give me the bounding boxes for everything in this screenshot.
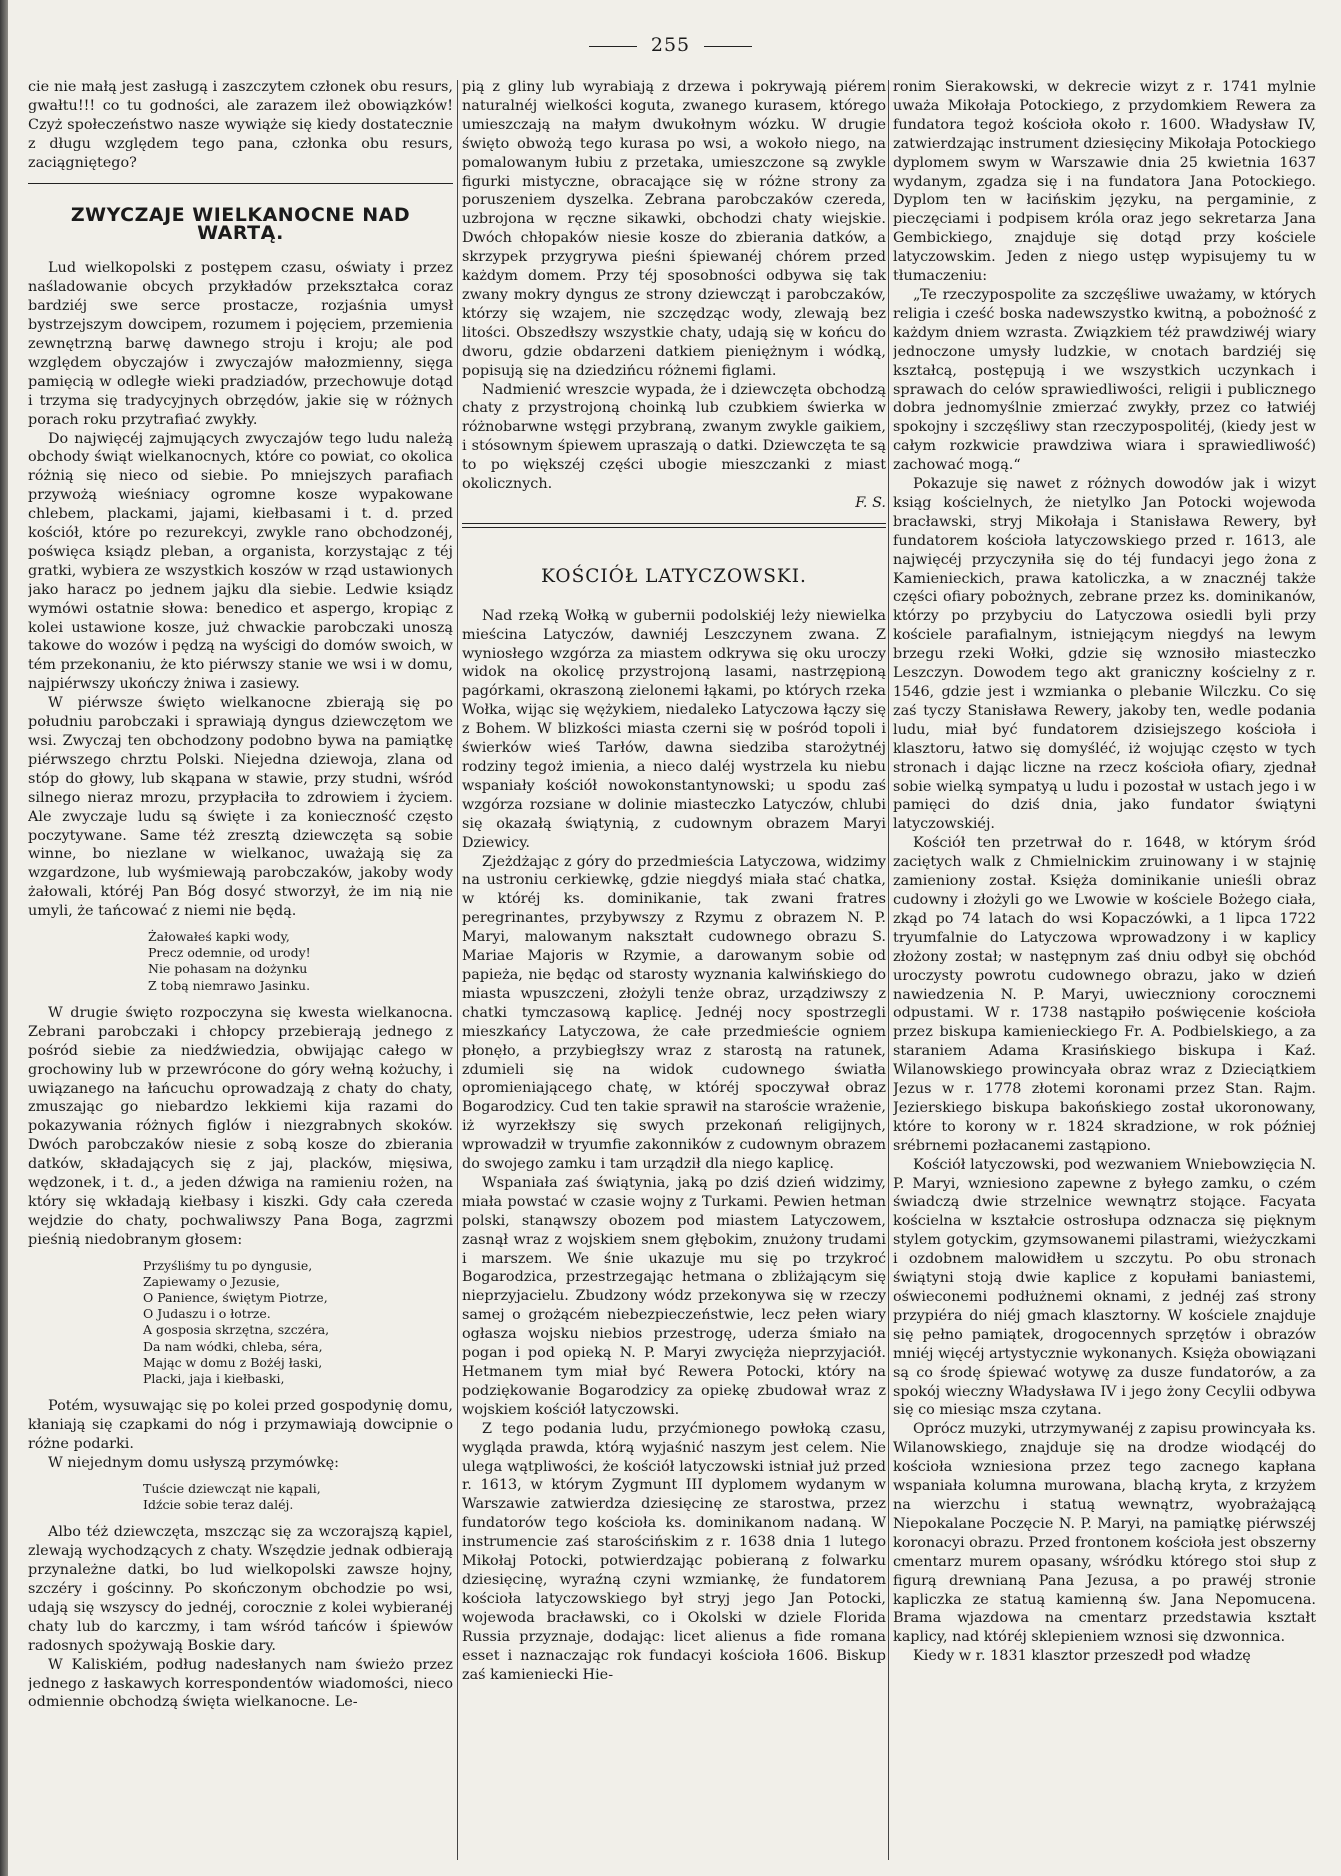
poem-verse-1 bbox=[148, 929, 453, 994]
paragraph: Kościół latyczowski, pod wezwaniem Wniebowzięcia N. P. Maryi, wzniesiono zapewne z byłego zamku, o czém świadczą dwie strzelnice wewnątrz stojące. Facyata kościelna w kształcie ostrosłupa odznacza się pięknym stylem gotyckim, gzymsowanemi pilastrami, wieżyczkami i ozdobnem malowidłem u szczytu. Po obu stronach świątyni stoją dwie kaplice z kopułami baniastemi, oświeconemi podłużnemi oknami, z jednéj zaś strony przypiéra do niéj gmach klasztorny. W kościele znajduje się pełno pamiątek, drogocennych sprzętów i obrazów mniéj więcéj artystycznie wykonanych. Księża obowiązani są co środę śpiewać wotywę za dusze fundatorów, a za spokój wieczny Władysława IV i jego żony Cecylii odbywa się co miesiąc msza czytana. bbox=[893, 1156, 1316, 1419]
paragraph: Lud wielkopolski z postępem czasu, oświaty i przez naśladowanie obcych przykładów przekształca coraz bardziéj swe serce prostacze, rozjaśnia umysł bystrzejszym dowcipem, rozumem i pojęciem, przemienia zewnętrzną barwę dawnego stroju i kroju; ale pod względem obyczajów i zwyczajów małozmienny, sięga pamięcią w odległe wieki pradziadów, przechowuje dotąd i trzyma się tradycyjnych obrzędów, jakie się w różnych porach roku przytrafiać zwykły. bbox=[28, 260, 453, 428]
poem-line: Zapiewamy o Jezusie, bbox=[143, 1273, 280, 1289]
poem-line: Precz odemnie, od urody! bbox=[148, 945, 311, 961]
paragraph: ronim Sierakowski, w dekrecie wizyt z r. 1741 mylnie uważa Mikołaja Potockiego, z przydomkiem Rewera za fundatora tegoż kościoła około r. 1600. Władysław IV, zatwierdzając instrument dziesięciny Mikołaja Potockiego dyplomem swym w Warszawie dnia 25 kwietnia 1637 wydanym, zgadza się i na fundatora Jana Potockiego. Dyplom ten w łacińskim języku, na pergaminie, z pieczęciami i podpisem króla oraz jego sekretarza Jana Gembickiego, znajduje się dotąd przy kościele latyczowskim. Jeden z niego ustęp wypisujemy tu w tłumaczeniu: bbox=[893, 79, 1316, 285]
author-signature bbox=[462, 494, 886, 513]
poem-line: O Judaszu i o łotrze. bbox=[143, 1306, 271, 1322]
article-title-church: KOŚCIÓŁ LATYCZOWSKI. bbox=[541, 565, 807, 587]
paragraph: Nad rzeką Wołką w gubernii podolskiéj leży niewielka mieścina Latyczów, dawniéj Leszczynem zwana. Z wyniosłego wzgórza za miastem odkrywa się oku uroczy widok na okolicę przystrojoną lasami, nastrzępioną pagórkami, okraszoną zielonemi łąkami, po których rzeka Wołka, wijąc się wężykiem, niedaleko Latyczowa łączy się z Bohem. W blizkości miasta czerni się w pośród topoli i świerków wieś Tarłów, dawna siedziba starożytnéj rodziny tegoż imienia, a nieco daléj wystrzela ku niebu wspaniały kościół nowokonstantynowski; u spodu zaś wzgórza rozsiane w dolinie miasteczko Latyczów, chlubi się okazałą świątynią, z cudownym obrazem Maryi Dziewicy. bbox=[462, 607, 886, 851]
section-divider bbox=[28, 183, 453, 184]
article-title-easter: ZWYCZAJE WIELKANOCNE NAD WARTĄ. bbox=[70, 203, 411, 245]
poem-line: Idźcie sobie teraz daléj. bbox=[143, 1497, 294, 1513]
paragraph: Do najwięcéj zajmujących zwyczajów tego ludu należą obchody świąt wielkanocnych, które co powiat, co okolica różnią się nieco od siebie. Po mniejszych parafiach przywożą wieśniacy ogromne kosze wypakowane chlebem, plackami, jajami, kiełbasami i t. d. przed kościół, które po rezurekcyi, zwykle rano obchodzonéj, poświęca ksiądz pleban, a organista, korzystając z téj gratki, wybiera ze wszystkich koszów w rząd ustawionych jako haracz po jednem jajku dla siebie. Ledwie ksiądz wymówi ostatnie słowa: benedico et aspergo, kropiąc z kolei ustawione kosze, już chwackie parobczaki unoszą takowe do wozów i pędzą na wyścigi do domów swoich, w tém przekonaniu, że kto piérwszy stanie we wsi i w domu, najpiérwszy ukończy żniwa i zasiewy. bbox=[28, 430, 453, 693]
section-divider bbox=[462, 523, 886, 528]
binding-shadow bbox=[0, 0, 8, 1876]
column-1 bbox=[28, 78, 453, 1866]
poem-line: Przyśliśmy tu po dyngusie, bbox=[143, 1257, 313, 1273]
paragraph: Albo téż dziewczęta, mszcząc się za wczorajszą kąpiel, zlewają wychodzących z chaty. Wszędzie jednak odbierają przynależne datki, bo lud wielkopolski zawsze hojny, szczéry i gościnny. Po skończonym obchodzie po wsi, udają się wszyscy do jednéj, corocznie z kolei wybieranéj chaty lub do karczmy, i tam wśród tańców i śpiewów radosnych spożywają Boskie dary. bbox=[28, 1524, 453, 1654]
paragraph: Pokazuje się nawet z różnych dowodów jak i wizyt ksiąg kościelnych, że nietylko Jan Potocki wojewoda bracławski, stryj Mikołaja i Stanisława Rewery, był fundatorem kościoła latyczowskiego przed r. 1613, ale najwięcéj przyczyniła się do téj fundacyi jego żona z Kamienieckich, prawa katoliczka, a w znacznéj także części ofiary pobożnych, zebrane przez ks. dominikanów, którzy po przybyciu do Latyczowa osiedli byli przy kościele parafialnym, istniejącym niegdyś na lewym brzegu rzeki Wołki, gdzie się wznosiło miasteczko Leszczyn. Dowodem tego akt graniczny kościelny z r. 1546, gdzie jest i wzmianka o plebanie Wilczku. Co się zaś tyczy Stanisława Rewery, jakoby ten, wedle podania ludu, miał być fundatorem dzisiejszego kościoła i klasztoru, łatwo się domyśléć, iż wojując często w tych stronach i dając liczne na rzecz kościoła ofiary, zjednał sobie wielką sympatyą u ludu i pozostał w ustach jego i w pamięci do dziś dnia, jako fundator świątyni latyczowskiéj. bbox=[893, 476, 1316, 833]
poem-line: Żałowałeś kapki wody, bbox=[148, 929, 290, 945]
paragraph: pią z gliny lub wyrabiają z drzewa i pokrywają piérem naturalnéj wielkości koguta, zwanego kurasem, którego umieszczają na małym dwukołnym wózku. W drugie święto obwożą tego kurasa po wsi, a wokoło niego, na pomalowanym łubiu z przetaka, umieszczone są zwykle figurki mistyczne, obracające się w różne strony za poruszeniem dyszelka. Zebrana parobczaków czereda, uzbrojona w ręczne sikawki, obchodzi chaty wiejskie. Dwóch chłopaków niesie kosze do zbierania datków, a skrzypek przygrywa pieśni śpiewanéj chórem przed każdym domem. Przy téj sposobności odbywa się tak zwany mokry dyngus ze strony dziewcząt i parobczaków, którzy się wzajem, nie szczędząc wody, zlewają bez litości. Obszedłszy wszystkie chaty, udają się w końcu do dworu, gdzie obdarzeni datkiem pieniężnym i wódką, popisują się na dziedzińcu różnemi figlami. bbox=[462, 79, 886, 379]
poem-verse-2 bbox=[143, 1258, 453, 1388]
paragraph: Oprócz muzyki, utrzymywanéj z zapisu prowincyała ks. Wilanowskiego, znajduje się na drodze wiodącéj do kościoła wzniesiona przez tego zacnego kapłana wspaniała kolumna murowana, blachą kryta, z krzyżem na wierzchu i statuą wewnątrz, wyobrażającą Niepokalane Poczęcie N. P. Maryi, na pamiątkę piérwszéj koronacyi obrazu. Przed frontonem kościoła jest obszerny cmentarz murem opasany, wśródku którego stoi słup z figurą drewnianą Pana Jezusa, a po prawéj stronie kapliczka ze statuą kamienną św. Jana Nepomucena. Brama wjazdowa na cmentarz przedstawia kształt kaplicy, nad któréj sklepieniem wznosi się dzwonnica. bbox=[893, 1421, 1316, 1646]
poem-line: Z tobą niemrawo Jasinku. bbox=[148, 977, 311, 993]
poem-line: Mając w domu z Bożéj łaski, bbox=[143, 1354, 323, 1370]
poem-line: Nie pohasam na dożynku bbox=[148, 961, 308, 977]
poem-verse-3 bbox=[143, 1481, 453, 1513]
paragraph: Z tego podania ludu, przyćmionego powłoką czasu, wygląda prawda, którą wyjaśnić naszym jest celem. Nie ulega wątpliwości, że kościół latyczowski istniał już przed r. 1613, w którym Zygmunt III dyplomem wydanym w Warszawie zatwierdza dziesięcinę ze starostwa, przez fundatorów tego kościoła ks. dominikanom nadaną. W instrumencie zaś starościńskim z r. 1638 dnia 1 lutego Mikołaj Potocki, potwierdzając pobieraną z folwarku dziesięcinę, wyraźną czyni wzmiankę, że fundatorem kościoła latyczowskiego był stryj jego Jan Potocki, wojewoda bracławski, co i Okolski w dziele Florida Russia przyznaje, dodając: licet alienus a fide romana esset i naznaczając rok fundacyi kościoła 1606. Biskup zaś kamieniecki Hie- bbox=[462, 1420, 886, 1683]
paragraph: W drugie święto rozpoczyna się kwesta wielkanocna. Zebrani parobczaki i chłopcy przebierają jednego z pośród siebie za niedźwiedzia, obwijając całego w grochowiny lub w przewrócone do góry wełną kożuchy, i uwiązanego na łańcuchu oprowadzają z chaty do chaty, zmuszając go niebardzo lekkiemi kija razami do pokazywania różnych figlów i niezgrabnych skoków. Dwóch parobczaków niesie z sobą kosze do zbierania datków, składających się z jaj, placków, mięsiwa, wędzonek, i t. d., a jeden dźwiga na ramieniu rożen, na który się wkładają kiełbasy i kiszki. Gdy cała czereda wejdzie do chaty, pochwaliwszy Pana Boga, zagrzmi pieśnią niedobranym głosem: bbox=[28, 1004, 453, 1248]
signature-initials: F. S. bbox=[855, 494, 886, 511]
column-2 bbox=[462, 78, 886, 1866]
column-divider-1 bbox=[457, 80, 458, 1860]
poem-line: Da nam wódki, chleba, séra, bbox=[143, 1338, 323, 1354]
article-end-text: cie nie małą jest zasługą i zaszczytem członek obu resurs, gwałtu!!! co tu godności, ale zarazem ileż obowiązków! Czyż społeczeństwo nasze wywiąże się kiedy dostatecznie z długu względem tego pana, członka obu resurs, zaciągniętego? bbox=[28, 79, 453, 171]
paragraph: W Kaliskiém, podług nadesłanych nam świeżo przez jednego z łaskawych korrespondentów wiadomości, nieco odmiennie obchodzą święta wielkanocne. Le- bbox=[28, 1656, 453, 1711]
paragraph: W niejednym domu usłyszą przymówkę: bbox=[48, 1455, 340, 1471]
paragraph: Kościół ten przetrwał do r. 1648, w którym śród zaciętych walk z Chmielnickim zruinowany i w stajnię zamieniony został. Księża dominikanie unieśli obraz cudowny i złożyli go we Lwowie w kościele Bożego ciała, zkąd po 74 latach do wsi Kopaczówki, a 1 lipca 1722 tryumfalnie do Latyczowa wprowadzony i w kaplicy złożony został; w następnym zaś dniu odbył się obchód uroczysty powrotu cudownego obrazu, jako w dzień nawiedzenia N. P. Maryi, uwieczniony corocznemi odpustami. W r. 1738 nastąpiło poświęcenie kościoła przez biskupa kamienieckiego Fr. A. Podbielskiego, a za staraniem Adama Krasińskiego biskupa i Kaź. Wilanowskiego prowincyała obraz wraz z Dzieciątkiem Jezus w r. 1778 złotemi koronami przez Stan. Rajm. Jezierskiego biskupa bakońskiego został ukoronowany, które to korony w r. 1824 skradzione, w rok później srébrnemi pozłacanemi zastąpiono. bbox=[893, 835, 1316, 1154]
paragraph: W piérwsze święto wielkanocne zbierają się po południu parobczaki i sprawiają dyngus dziewczętom we wsi. Zwyczaj ten obchodzony podobno bywa na pamiątkę piérwszego chrztu Polski. Niejedna dziewoja, zlana od stóp do głowy, lub skąpana w stawie, przy studni, wśród silnego nieraz mrozu, przypłaciła to zdrowiem i życiem. Ale zwyczaje ludu są święte i za konieczność często poczytywane. Same téż zresztą dziewczęta są sobie winne, bo niezlane w wielkanoc, uważają się za wzgardzone, lub wyśmiewają parobczaków, jakoby wody żałowali, któréj Pan Bóg dosyć stworzył, że im nią nie umyli, że tańcować z niemi nie będą. bbox=[28, 695, 453, 920]
poem-line: A gosposia skrzętna, szczéra, bbox=[143, 1322, 330, 1338]
paragraph: Wspaniała zaś świątynia, jaką po dziś dzień widzimy, miała powstać w czasie wojny z Turkami. Pewien hetman polski, stanąwszy obozem pod miastem Latyczowem, zasnął wraz z wojskiem snem głębokim, znużony trudami i marszem. We śnie ukazuje mu się po trzykroć Bogarodzica, przestrzegając hetmana o zbliżającym się nieprzyjacielu. Zbudzony wódz przekonywa się w rzeczy samej o grożącém niebezpieczeństwie, lecz pełen wiary ogłasza wojsku niebios przestrogę, uderza śmiało na pogan i pod opieką N. P. Maryi zwycięża nieprzyjaciół. Hetmanem tym miał być Rewera Potocki, który na podziękowanie Bogarodzicy za opiekę zbudował wraz z wojskiem kościół latyczowski. bbox=[462, 1174, 886, 1418]
column-3 bbox=[893, 78, 1316, 1866]
paragraph: Kiedy w r. 1831 klasztor przeszedł pod władzę bbox=[913, 1648, 1251, 1665]
paragraph: Nadmienić wreszcie wypada, że i dziewczęta obchodzą chaty z przystrojoną choinką lub czubkiem świerka w różnobarwne wstęgi przybraną, zwanym zwykle gaikiem, i stósownym śpiewem upraszają o datki. Dziewczęta te są to po większéj części ubogie mieszczanki z miast okolicznych. bbox=[462, 381, 886, 493]
column-divider-2 bbox=[888, 80, 889, 1860]
poem-line: Placki, jaja i kiełbaski, bbox=[143, 1371, 285, 1387]
poem-line: Tuście dziewcząt nie kąpali, bbox=[143, 1480, 321, 1496]
poem-line: O Panience, świętym Piotrze, bbox=[143, 1290, 328, 1306]
quoted-passage: „Te rzeczypospolite za szczęśliwe uważamy, w których religia i cześć boska nadewszystko kwitną, a pobożność z każdym dniem wzrasta. Związkiem téż prawdziwéj wiary jednoczone umysły ludzkie, w cnotach bardziéj się kształcą, postępują i we wszystkich uczynkach i sprawach do celów sprawiedliwości, religii i publicznego dobra jednomyślnie zmierzać zwykły, przez co łatwiéj spokojny i szczęśliwy stan rzeczypospolitéj, (kiedy jest w całym rozkwicie prawdziwa wiara i sprawiedliwość) zachować mogą.“ bbox=[893, 286, 1316, 474]
paragraph: Zjeżdżając z góry do przedmieścia Latyczowa, widzimy na ustroniu cerkiewkę, gdzie niegdyś miała stać chatka, w któréj ks. dominikanie, tak zwani fratres peregrinantes, przybywszy z Rzymu z obrazem N. P. Maryi, malowanym nakształt cudownego obrazu S. Mariae Majoris w Rzymie, a darowanym sobie od papieża, nie będąc od starosty wyznania kalwińskiego do miasta wpuszczeni, złożyli tenże obraz, urządziwszy z chatki tymczasową kaplicę. Jednéj nocy spostrzegli mieszkańcy Latyczowa, że całe przedmieście ogniem płonęło, a przybiegłszy wraz z starostą na ratunek, zdumieli się na widok cudownego światła opromieniającego chatę, w któréj spoczywał obraz Bogarodzicy. Cud ten takie sprawił na staroście wrażenie, iż wyrzekłszy się swych przekonań religijnych, wprowadził w tryumfie zakonników z cudownym obrazem do swojego zamku i tam urządził dla niego kaplicę. bbox=[462, 853, 886, 1173]
paragraph: Potém, wysuwając się po kolei przed gospodynię domu, kłaniają się czapkami do nóg i przymawiają dowcipnie o różne podarki. bbox=[28, 1398, 453, 1453]
page-number: 255 bbox=[0, 34, 1341, 56]
